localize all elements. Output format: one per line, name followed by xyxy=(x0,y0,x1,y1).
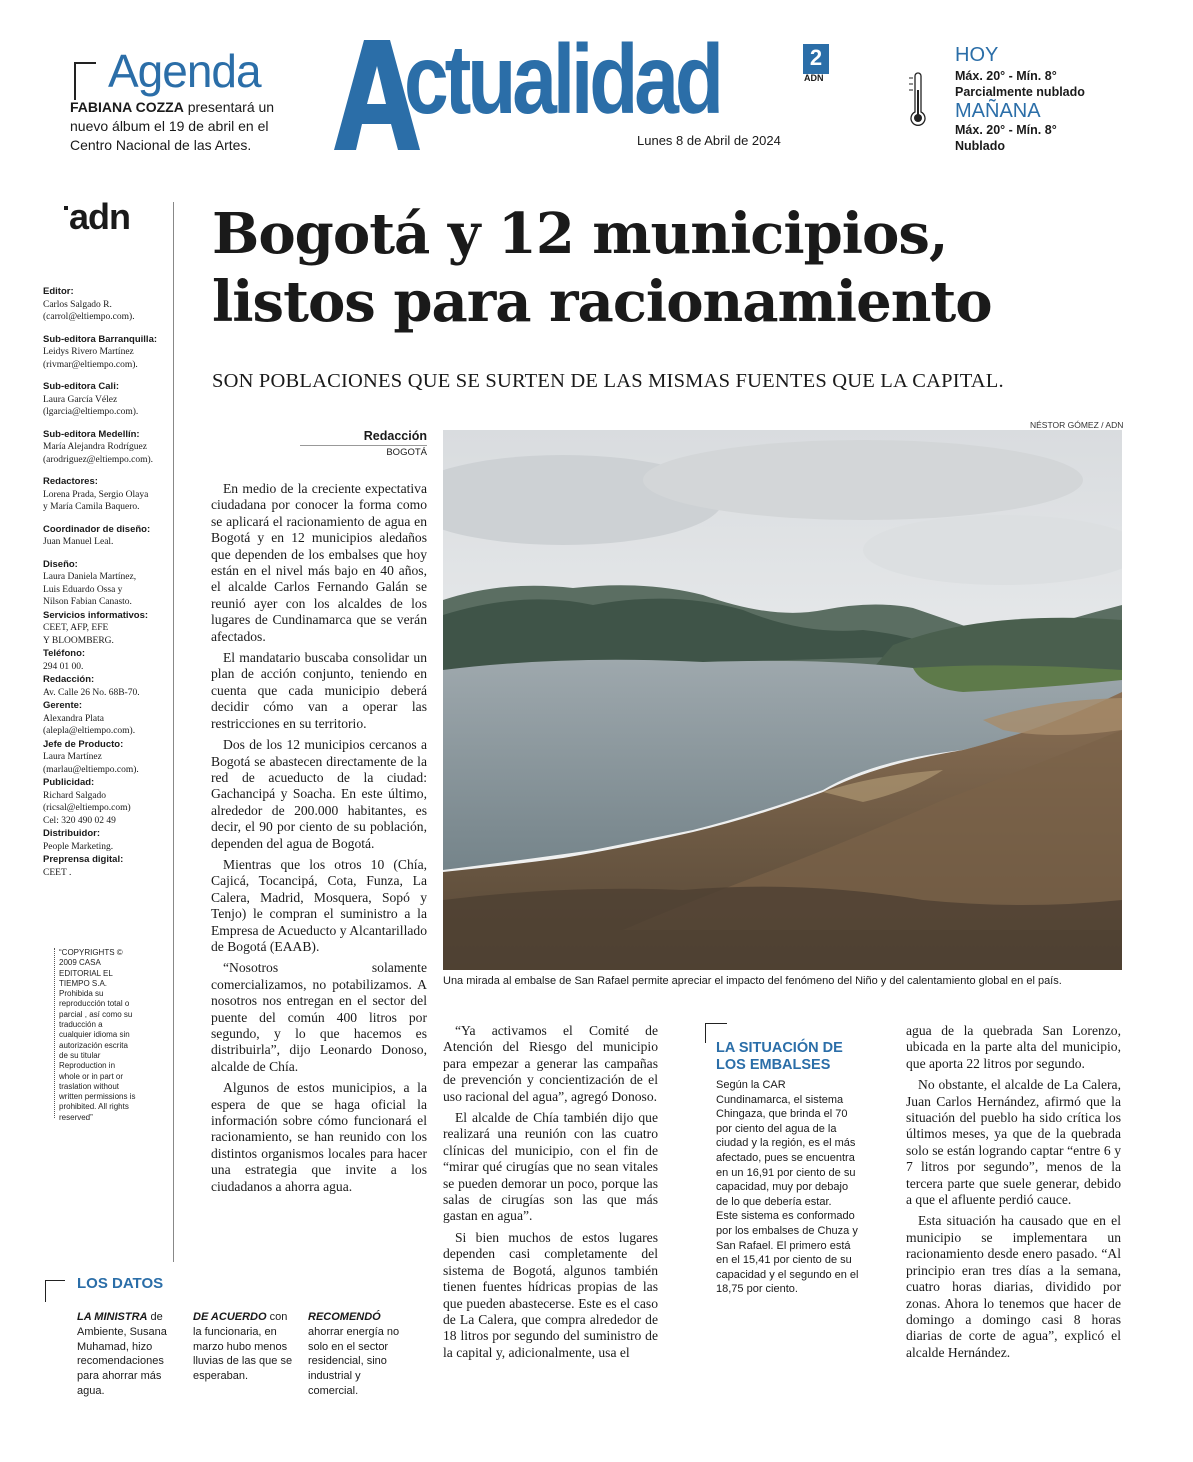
paragraph: El alcalde de Chía también dijo que realizará una reunión con las cuatro clínicas del municipio, con el fin de “mirar qué cirugías que no sean vitales se pueden demorar un poco, porque las salas de cirugías son las que más gastan en agua”. xyxy=(443,1110,658,1224)
staff-group: Servicios informativos: CEET, AFP, EFE Y BLOOMBERG. xyxy=(43,609,149,646)
datos-corner-rule xyxy=(45,1280,65,1281)
paragraph: El mandatario buscaba consolidar un plan de acción conjunto, teniendo en cuenta que cada municipio deberá decidir cómo van a operar las restricciones en su territorio. xyxy=(211,650,427,731)
paragraph: Esta situación ha causado que en el municipio se implementara un racionamiento desde enero pasado. “Al principio eran tres días a la semana, cuatro horas diarias, dividido por zonas. Ahora lo tenemos que hacer de domingo a domingo casi 8 horas diarias de corte de agua”, explicó el alcalde Hernández. xyxy=(906,1213,1121,1360)
datos-item: RECOMENDÓ ahorrar energía no solo en el sector residencial, sino industrial y comercial. xyxy=(308,1311,400,1397)
box-title: LA SITUACIÓN DE LOS EMBALSES xyxy=(716,1040,843,1073)
staff-box xyxy=(43,286,173,880)
datos-item: LA MINISTRA de Ambiente, Susana Muhamad, hizo recomendaciones para ahorrar más agua. xyxy=(77,1311,167,1397)
paragraph: “Ya activamos el Comité de Atención del Riesgo del municipio para empezar a generar las campañas de prevención y concientización de el uso racional del agua”, agregó Donoso. xyxy=(443,1023,658,1104)
datos-item: DE ACUERDO con la funcionaria, en marzo hubo menos lluvias de las que se esperaban. xyxy=(193,1311,293,1383)
copyright-notice: “COPYRIGHTS © 2009 CASA EDITORIAL EL TIEMPO S.A. Prohibida su reproducción total o parcial , así como su traducción a cualquier idioma sin autorización escrita de su titular Reproduction in whole or in part or traslation without written permissions is prohibited. All rights reserved” xyxy=(59,948,136,1122)
datos-corner-rule xyxy=(45,1280,46,1302)
staff-group: Preprensa digital: CEET . xyxy=(43,854,124,878)
article-column-3 xyxy=(906,1023,1121,1366)
weather-tomorrow-desc: Nublado xyxy=(955,139,1005,153)
headline-line-2: listos para racionamiento xyxy=(212,269,992,335)
adn-logo: adn xyxy=(64,196,130,238)
byline xyxy=(300,429,427,458)
photo-credit: NÉSTOR GÓMEZ / ADN xyxy=(1030,420,1124,430)
headline-line-1: Bogotá y 12 municipios, xyxy=(212,201,948,267)
paragraph: Si bien muchos de estos lugares dependen casi completamente del sistema de Bogotá, algunos también tienen fuentes hídricas propias de las que pueden abastecerse. Este es el caso de La Calera, que compra alrededor de 18 litros por segundo del suministro de la capital y, adicionalmente, usa el xyxy=(443,1229,658,1360)
page-number: 2 xyxy=(803,44,829,74)
agenda-title: Agenda xyxy=(108,45,261,97)
staff-group: Sub-editora Barranquilla: Leidys Rivero Martínez (rivmar@eltiempo.com). xyxy=(43,333,158,370)
article-column-1 xyxy=(211,481,427,1200)
paragraph: Dos de los 12 municipios cercanos a Bogotá se abastecen directamente de la red de acueducto de la ciudad: Gachancipá y Soacha. En este último, alrededor de 200.000 habitantes, es decir, el 90 por ciento de su población, dependen del agua de Bogotá. xyxy=(211,737,427,851)
weather-today-temp: Máx. 20° - Mín. 8° xyxy=(955,69,1057,83)
staff-group: Diseño: Laura Daniela Martínez, Luis Eduardo Ossa y Nilson Fabian Canasto. xyxy=(43,558,137,607)
reservoir-photo xyxy=(443,430,1122,970)
staff-group: Distribuidor: People Marketing. xyxy=(43,828,114,852)
weather-tomorrow-temp: Máx. 20° - Mín. 8° xyxy=(955,123,1057,137)
agenda-name: FABIANA COZZA xyxy=(70,99,184,115)
paragraph: En medio de la creciente expectativa ciudadana por conocer la forma como se aplicará el racionamiento de agua en Bogotá y en 12 municipios aledaños que dependen de los embalses que hoy están en el nivel más bajo en 40 años, el alcalde Carlos Fernando Galán se reunió ayer con los alcaldes de los lugares de Cundinamarca que se verán afectados. xyxy=(211,481,427,644)
agenda-bracket xyxy=(74,62,96,100)
datos-title: LOS DATOS xyxy=(77,1275,164,1292)
page-brand: ADN xyxy=(804,73,824,83)
byline-author: Redacción xyxy=(363,429,427,443)
box-corner-rule xyxy=(705,1023,706,1043)
weather-today-desc: Parcialmente nublado xyxy=(955,85,1085,99)
photo-caption: Una mirada al embalse de San Rafael permite apreciar el impacto del fenómeno del Niño y del calentamiento global en el país. xyxy=(443,975,1062,987)
copyright-rule xyxy=(54,948,55,1118)
agenda-description: presentará un nuevo álbum el 19 de abril en el Centro Nacional de las Artes. xyxy=(70,99,275,153)
paragraph: No obstante, el alcalde de La Calera, Juan Carlos Hernández, afirmó que la situación del pueblo ha sido crítica los últimos meses, ya que de la quebrada solo se están logrando captar “entre 6 y 7 litros por segundo”, menos de la tercera parte que suele generar, debido a que el afluente perdió cauce. xyxy=(906,1077,1121,1208)
staff-group: Jefe de Producto: Laura Martínez (marlau@eltiempo.com). xyxy=(43,738,139,775)
issue-date: Lunes 8 de Abril de 2024 xyxy=(637,133,781,148)
headline xyxy=(212,200,1162,336)
paragraph: Algunos de estos municipios, a la espera de que se haga oficial la información sobre cómo funcionará el racionamiento, se han reunido con los distintos organismos locales para hacer una estrategia que invite a los ciudadanos a ahorra agua. xyxy=(211,1080,427,1194)
box-corner-rule xyxy=(705,1023,727,1024)
staff-group: Sub-editora Cali: Laura García Vélez (lgarcia@eltiempo.com). xyxy=(43,381,139,417)
paragraph: Mientras que los otros 10 (Chía, Cajicá, Tocancipá, Cota, Funza, La Calera, Madrid, Mosquera, Sopó y Tenjo) le compran el suministro a la Empresa de Acueducto y Alcantarillado de Bogotá (EAAB). xyxy=(211,856,427,954)
article-column-2 xyxy=(443,1023,658,1366)
staff-group: Gerente: Alexandra Plata (alepla@eltiempo.com). xyxy=(43,700,136,736)
dateline: BOGOTÁ xyxy=(300,445,427,458)
staff-group: Coordinador de diseño: Juan Manuel Leal. xyxy=(43,523,151,547)
staff-group: Publicidad: Richard Salgado (ricsal@eltiempo.com) Cel: 320 490 02 49 xyxy=(43,777,131,826)
section-title: ctualidad xyxy=(404,24,720,134)
paragraph: “Nosotros solamente comercializamos, no potabilizamos. A nosotros nos entregan en el sector del puente del común 400 litros por segundo, y lo que hacemos es distribuirla”, dijo Leonardo Donoso, alcalde de Chía. xyxy=(211,960,427,1074)
staff-group: Sub-editora Medellín: María Alejandra Rodríguez (arodriguez@eltiempo.com). xyxy=(43,428,154,465)
staff-group: Teléfono: 294 01 00. xyxy=(43,648,86,672)
staff-group: Redacción: Av. Calle 26 No. 68B-70. xyxy=(43,674,140,698)
box-body xyxy=(716,1078,862,1297)
weather-today-label: HOY xyxy=(955,44,999,66)
box-paragraph: Este sistema es conformado por los embalses de Chuza y San Rafael. El primero está en el 15,41 por ciento de su capacidad y el segundo en el 18,75 por ciento. xyxy=(716,1210,859,1296)
paragraph: agua de la quebrada San Lorenzo, ubicada en la parte alta del municipio, que aporta 22 litros por segundo. xyxy=(906,1023,1121,1071)
agenda-text xyxy=(70,98,302,155)
staff-group: Redactores: Lorena Prada, Sergio Olaya y María Camila Baquero. xyxy=(43,476,149,512)
weather-tomorrow-label: MAÑANA xyxy=(955,100,1041,122)
deck-subtitle: SON POBLACIONES QUE SE SURTEN DE LAS MISMAS FUENTES QUE LA CAPITAL. xyxy=(212,370,1004,392)
box-paragraph: Según la CAR Cundinamarca, el sistema Chingaza, que brinda el 70 por ciento del agua de la ciudad y la región, es el más afectado, pues se encuentra en un 16,91 por ciento de su capacidad, muy por debajo de lo que debería estar. xyxy=(716,1079,856,1208)
thermometer-icon xyxy=(909,72,927,132)
rail-divider xyxy=(173,202,174,1262)
staff-group: Editor: Carlos Salgado R. (carrol@eltiempo.com). xyxy=(43,286,135,322)
